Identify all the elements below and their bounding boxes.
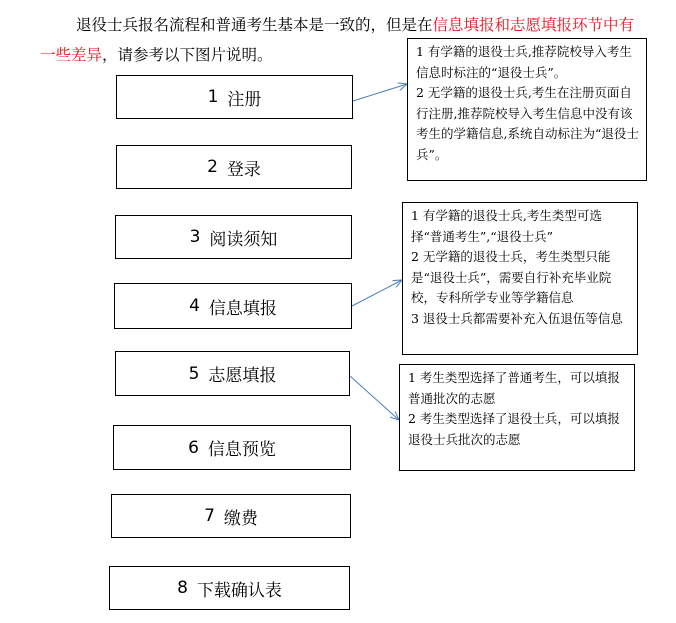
step-label: 志愿填报	[208, 366, 277, 386]
step-register	[116, 75, 353, 119]
step-number: 5	[188, 363, 200, 384]
step-label: 注册	[227, 89, 262, 110]
step-label: 登录	[226, 159, 261, 180]
note-line: 2 无学籍的退役士兵,考生在注册页面自行注册,推荐院校导入考生信息中没有该考生的学籍信息,系统自动标注为“退役士兵”。	[416, 85, 639, 162]
step-label: 信息填报	[208, 298, 277, 319]
step-label: 阅读须知	[209, 229, 278, 250]
step-wish-fill	[115, 351, 350, 396]
note-line: 1 有学籍的退役士兵,考生类型可选择“普通考生”,“退役士兵”	[411, 208, 602, 244]
note-line: 2 无学籍的退役士兵，考生类型只能是“退役士兵”，需要自行补充毕业院校，专科所学专业等学籍信息	[411, 249, 612, 305]
step-number: 6	[188, 437, 199, 458]
step-number: 1	[207, 87, 219, 107]
intro-text-end: ，请参考以下图片说明。	[102, 46, 273, 64]
step-label: 下载确认表	[196, 580, 282, 601]
step-number: 2	[207, 157, 218, 177]
step-number: 4	[189, 296, 200, 316]
arrow-info-note	[352, 280, 402, 306]
step-label: 信息预览	[207, 440, 276, 460]
step-info-preview	[113, 425, 351, 470]
step-info-fill	[114, 283, 352, 329]
arrow-register-note	[353, 84, 407, 101]
step-download-confirmation	[109, 566, 350, 610]
step-read-notice	[115, 215, 352, 259]
step-number: 7	[204, 506, 215, 526]
note-line: 1 考生类型选择了普通考生，可以填报普通批次的志愿	[408, 370, 620, 406]
note-line: 3 退役士兵都需要补充入伍退伍等信息	[411, 310, 623, 326]
step-login	[116, 145, 352, 189]
intro-text-start: 退役士兵报名流程和普通考生基本是一致的，但是在	[76, 16, 433, 34]
step-label: 缴费	[223, 508, 258, 529]
note-register	[407, 38, 647, 181]
step-number: 8	[177, 578, 188, 598]
note-line: 2 考生类型选择了退役士兵，可以填报退役士兵批次的志愿	[408, 411, 620, 447]
note-line: 1 有学籍的退役士兵,推荐院校导入考生信息时标注的“退役士兵”。	[416, 44, 632, 80]
note-wish-fill	[399, 364, 635, 471]
step-number: 3	[189, 227, 201, 247]
intro-highlight: 信息填报和志愿填报环节中有一些差异	[40, 16, 635, 64]
arrow-wish-note	[350, 376, 399, 420]
step-payment	[111, 494, 351, 538]
note-info-fill	[402, 202, 638, 355]
